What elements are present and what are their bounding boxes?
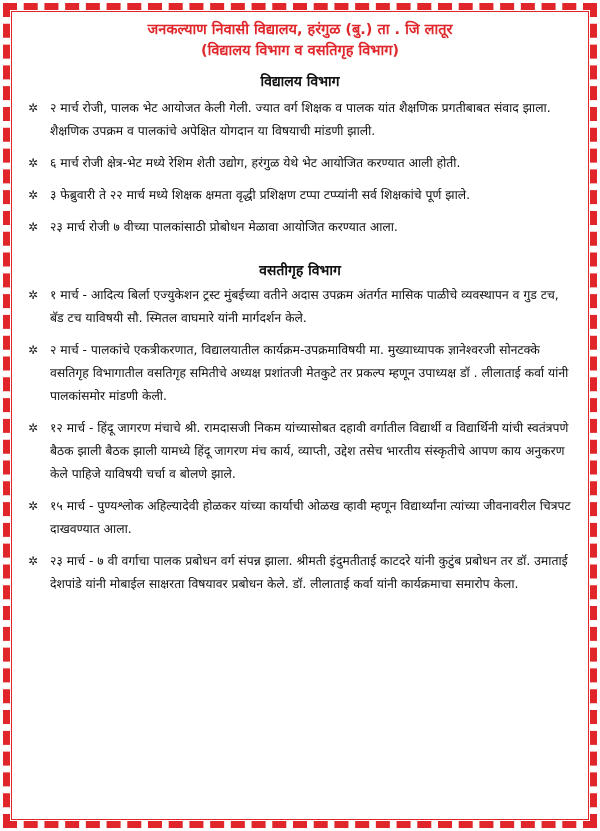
list-item <box>24 216 576 239</box>
bullet-icon: ✲ <box>28 156 39 170</box>
list-item <box>24 495 576 541</box>
list-item <box>24 339 576 408</box>
list-item-text: ६ मार्च रोजी क्षेत्र-भेट मध्ये रेशिम शेती उद्योग, हरंगुळ येथे भेट आयोजित करण्यात आली होती. <box>50 156 461 170</box>
bullet-icon: ✲ <box>28 343 39 357</box>
bullet-icon: ✲ <box>28 554 39 568</box>
list-item-text: २ मार्च - पालकांचे एकत्रीकरणात, विद्यालयातील कार्यक्रम-उपक्रमाविषयी मा. मुख्याध्यापक ज्ञानेश्वरजी सोनटक्के वसतिगृह विभागातील वसतिगृह समितीचे अध्यक्ष प्रशांतजी मेतकुटे तर प्रकल्प म्हणून उपाध्यक्ष डॉ . लीलाताई कर्वा यांनी पालकांसमोर मांडणी केली. <box>50 343 569 403</box>
list-item-text: २३ मार्च - ७ वी वर्गाचा पालक प्रबोधन वर्ग संपन्न झाला. श्रीमती इंदुमतीताई काटदरे यांनी कुटुंब प्रबोधन तर डॉ. उमाताई देशपांडे यांनी मोबाईल साक्षरता विषयावर प्रबोधन केले. डॉ. लीलाताई कर्वा यांनी कार्यक्रमाचा समारोप केला. <box>50 554 568 591</box>
section-list-school <box>24 97 576 239</box>
list-item <box>24 550 576 596</box>
list-item <box>24 417 576 486</box>
list-item-text: १२ मार्च - हिंदू जागरण मंचाचे श्री. रामदासजी निकम यांच्यासोबत दहावी वर्गातील विद्यार्थी व विद्यार्थिनी यांची स्वतंत्रपणे बैठक झाली बैठक झाली यामध्ये हिंदू जागरण मंच कार्य, व्याप्ती, उद्देश तसेच भारतीय संस्कृतीचे आपण काय अनुकरण केले पाहिजे याविषयी चर्चा व बोलणे झाले. <box>50 421 569 481</box>
list-item-text: ३ फेब्रुवारी ते २२ मार्च मध्ये शिक्षक क्षमता वृद्धी प्रशिक्षण टप्पा टप्प्यांनी सर्व शिक्षकांचे पूर्ण झाले. <box>50 188 471 202</box>
bullet-icon: ✲ <box>28 288 39 302</box>
bullet-icon: ✲ <box>28 421 39 435</box>
bullet-icon: ✲ <box>28 188 39 202</box>
list-item <box>24 284 576 330</box>
department-subtitle: (विद्यालय विभाग व वसतिगृह विभाग) <box>200 43 400 59</box>
document-content <box>24 20 576 605</box>
bullet-icon: ✲ <box>28 499 39 513</box>
section-heading-hostel: वसतीगृह विभाग <box>259 263 341 279</box>
list-item <box>24 152 576 175</box>
list-item <box>24 97 576 143</box>
list-item-text: २३ मार्च रोजी ७ वीच्या पालकांसाठी प्रोबोधन मेळावा आयोजित करण्यात आला. <box>50 220 398 234</box>
section-heading-school: विद्यालय विभाग <box>260 74 340 90</box>
bullet-icon: ✲ <box>28 220 39 234</box>
list-item-text: १ मार्च - आदित्य बिर्ला एज्युकेशन ट्रस्ट मुंबईच्या वतीने अदास उपक्रम अंतर्गत मासिक पाळीचे व्यवस्थापन व गुड टच, बॅड टच याविषयी सौ. स्मितल वाघमारे यांनी मार्गदर्शन केले. <box>50 288 559 325</box>
section-list-hostel <box>24 284 576 596</box>
list-item <box>24 184 576 207</box>
school-title: जनकल्याण निवासी विद्यालय, हरंगुळ (बु.) ता . जि लातूर <box>147 22 453 38</box>
bullet-icon: ✲ <box>28 101 39 115</box>
list-item-text: २ मार्च रोजी, पालक भेट आयोजत केली गेली. ज्यात वर्ग शिक्षक व पालक यांत शैक्षणिक प्रगतीबाबत संवाद झाला. शैक्षणिक उपक्रम व पालकांचे अपेक्षित योगदान या विषयाची मांडणी झाली. <box>50 101 551 138</box>
list-item-text: १५ मार्च - पुण्यश्लोक अहिल्यादेवी होळकर यांच्या कार्याची ओळख व्हावी म्हणून विद्यार्थ्यांना त्यांच्या जीवनावरील चित्रपट दाखवण्यात आला. <box>50 499 571 536</box>
